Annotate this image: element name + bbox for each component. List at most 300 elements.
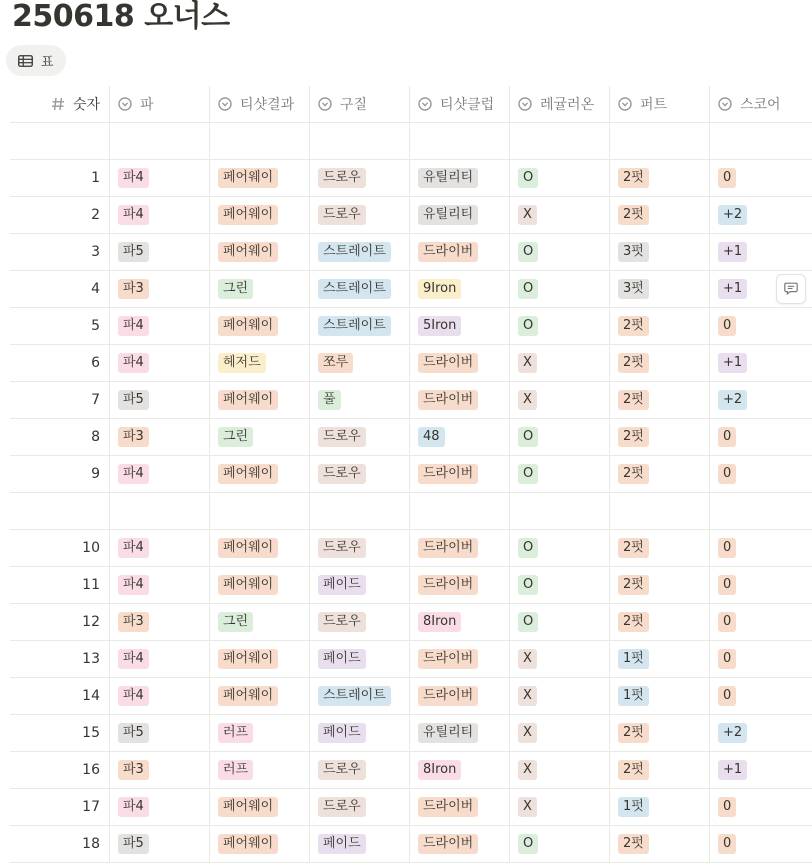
hole-number-cell[interactable]: 17 [10, 789, 110, 825]
tee-tag: 페어웨이 [218, 168, 278, 188]
par-cell[interactable] [110, 641, 210, 677]
gir-cell[interactable] [510, 123, 610, 159]
putt-cell[interactable] [610, 826, 710, 862]
club-cell[interactable] [410, 826, 510, 862]
club-cell[interactable] [410, 197, 510, 233]
column-header-4[interactable] [410, 86, 510, 122]
column-header-2[interactable] [210, 86, 310, 122]
gir-cell[interactable] [510, 419, 610, 455]
club-tag: 드라이버 [418, 834, 478, 854]
hash-icon [51, 97, 65, 111]
score-cell[interactable] [710, 308, 812, 344]
shape-tag: 페이드 [318, 649, 366, 669]
shape-cell[interactable] [310, 419, 410, 455]
table-row[interactable] [10, 530, 812, 567]
table-row[interactable] [10, 345, 812, 382]
select-property-icon [318, 97, 332, 111]
shape-cell[interactable] [310, 715, 410, 751]
tee-tag: 페어웨이 [218, 834, 278, 854]
par-cell[interactable] [110, 382, 210, 418]
score-cell[interactable] [710, 382, 812, 418]
shape-tag: 풀 [318, 390, 341, 410]
par-tag: 파4 [118, 797, 149, 817]
tee-tag: 페어웨이 [218, 686, 278, 706]
gir-tag: X [518, 723, 537, 743]
shape-tag: 드로우 [318, 760, 366, 780]
column-header-label: 스코어 [740, 97, 781, 113]
shape-cell[interactable] [310, 678, 410, 714]
hole-number-cell[interactable]: 7 [10, 382, 110, 418]
gir-cell[interactable] [510, 197, 610, 233]
gir-cell[interactable] [510, 493, 610, 529]
tee-cell[interactable] [210, 604, 310, 640]
shape-cell[interactable] [310, 197, 410, 233]
score-tag: 0 [718, 316, 736, 336]
score-tag: +1 [718, 242, 747, 262]
gir-cell[interactable] [510, 826, 610, 862]
score-tag: +1 [718, 279, 747, 299]
tee-cell[interactable] [210, 456, 310, 492]
club-cell[interactable] [410, 419, 510, 455]
tee-cell[interactable] [210, 641, 310, 677]
table-row[interactable] [10, 604, 812, 641]
shape-tag: 드로우 [318, 797, 366, 817]
putt-tag: 2펏 [618, 723, 649, 743]
tee-cell[interactable] [210, 493, 310, 529]
score-cell[interactable] [710, 493, 812, 529]
tee-cell[interactable] [210, 567, 310, 603]
gir-cell[interactable] [510, 160, 610, 196]
shape-cell[interactable] [310, 493, 410, 529]
select-property-icon [518, 97, 532, 111]
hole-number-cell[interactable] [10, 123, 110, 159]
par-cell[interactable] [110, 826, 210, 862]
tee-tag: 페어웨이 [218, 575, 278, 595]
club-tag: 9Iron [418, 279, 461, 299]
score-tag: 0 [718, 834, 736, 854]
par-cell[interactable] [110, 493, 210, 529]
putt-tag: 2펏 [618, 168, 649, 188]
putt-cell[interactable] [610, 197, 710, 233]
tee-tag: 그린 [218, 612, 253, 632]
column-header-label: 레귤러온 [540, 97, 595, 113]
score-tag: 0 [718, 538, 736, 558]
hole-number-cell[interactable]: 6 [10, 345, 110, 381]
tee-cell[interactable] [210, 123, 310, 159]
score-cell[interactable] [710, 160, 812, 196]
table-row[interactable] [10, 567, 812, 604]
column-header-1[interactable] [110, 86, 210, 122]
score-cell[interactable] [710, 456, 812, 492]
score-cell[interactable] [710, 641, 812, 677]
shape-tag: 드로우 [318, 612, 366, 632]
tee-tag: 페어웨이 [218, 316, 278, 336]
table-row[interactable] [10, 752, 812, 789]
gir-cell[interactable] [510, 345, 610, 381]
score-cell[interactable] [710, 530, 812, 566]
par-tag: 파4 [118, 538, 149, 558]
putt-tag: 2펏 [618, 353, 649, 373]
shape-cell[interactable] [310, 641, 410, 677]
putt-tag: 1펏 [618, 649, 649, 669]
shape-tag: 페이드 [318, 575, 366, 595]
select-property-icon [718, 97, 732, 111]
column-header-3[interactable] [310, 86, 410, 122]
hole-number-cell[interactable]: 4 [10, 271, 110, 307]
tee-cell[interactable] [210, 382, 310, 418]
putt-tag: 3펏 [618, 242, 649, 262]
score-cell[interactable] [710, 715, 812, 751]
club-tag: 8Iron [418, 612, 461, 632]
score-cell[interactable] [710, 604, 812, 640]
par-tag: 파4 [118, 686, 149, 706]
par-cell[interactable] [110, 678, 210, 714]
tee-cell[interactable] [210, 530, 310, 566]
shape-cell[interactable] [310, 456, 410, 492]
club-tag: 48 [418, 427, 445, 447]
table-row[interactable] [10, 382, 812, 419]
hole-number-cell[interactable]: 1 [10, 160, 110, 196]
score-tag: 0 [718, 427, 736, 447]
shape-tag: 드로우 [318, 427, 366, 447]
par-cell[interactable] [110, 567, 210, 603]
score-tag: +2 [718, 723, 747, 743]
par-cell[interactable] [110, 234, 210, 270]
table-row[interactable] [10, 160, 812, 197]
club-cell[interactable] [410, 308, 510, 344]
score-cell[interactable] [710, 789, 812, 825]
shape-cell[interactable] [310, 345, 410, 381]
par-cell[interactable] [110, 308, 210, 344]
tee-cell[interactable] [210, 234, 310, 270]
table-row[interactable] [10, 197, 812, 234]
hole-number-cell[interactable]: 13 [10, 641, 110, 677]
gir-tag: O [518, 834, 538, 854]
par-cell[interactable] [110, 752, 210, 788]
par-tag: 파4 [118, 649, 149, 669]
gir-cell[interactable] [510, 752, 610, 788]
table-row[interactable] [10, 641, 812, 678]
club-tag: 드라이버 [418, 575, 478, 595]
putt-tag: 2펏 [618, 390, 649, 410]
gir-tag: O [518, 316, 538, 336]
club-cell[interactable] [410, 123, 510, 159]
putt-tag: 2펏 [618, 834, 649, 854]
par-tag: 파5 [118, 723, 149, 743]
gir-cell[interactable] [510, 567, 610, 603]
hole-number-cell[interactable]: 8 [10, 419, 110, 455]
gir-tag: O [518, 242, 538, 262]
table-row[interactable] [10, 456, 812, 493]
par-tag: 파4 [118, 205, 149, 225]
shape-cell[interactable] [310, 160, 410, 196]
tee-tag: 페어웨이 [218, 464, 278, 484]
shape-cell[interactable] [310, 826, 410, 862]
gir-cell[interactable] [510, 678, 610, 714]
par-tag: 파3 [118, 612, 149, 632]
putt-cell[interactable] [610, 493, 710, 529]
tee-tag: 그린 [218, 279, 253, 299]
par-cell[interactable] [110, 123, 210, 159]
table-row[interactable] [10, 715, 812, 752]
club-cell[interactable] [410, 456, 510, 492]
putt-cell[interactable] [610, 160, 710, 196]
tee-cell[interactable] [210, 419, 310, 455]
gir-tag: X [518, 649, 537, 669]
club-tag: 유틸리티 [418, 723, 478, 743]
par-cell[interactable] [110, 345, 210, 381]
club-cell[interactable] [410, 752, 510, 788]
empty-row[interactable] [10, 493, 812, 530]
select-property-icon [218, 97, 232, 111]
club-cell[interactable] [410, 604, 510, 640]
putt-cell[interactable] [610, 419, 710, 455]
putt-cell[interactable] [610, 752, 710, 788]
table-body [10, 123, 812, 863]
score-tag: +2 [718, 390, 747, 410]
tee-tag: 페어웨이 [218, 205, 278, 225]
hole-number-cell[interactable]: 3 [10, 234, 110, 270]
par-tag: 파4 [118, 353, 149, 373]
putt-tag: 2펏 [618, 538, 649, 558]
shape-tag: 페이드 [318, 723, 366, 743]
gir-cell[interactable] [510, 530, 610, 566]
shape-cell[interactable] [310, 123, 410, 159]
hole-number-cell[interactable]: 15 [10, 715, 110, 751]
putt-cell[interactable] [610, 530, 710, 566]
par-tag: 파4 [118, 168, 149, 188]
score-tag: 0 [718, 612, 736, 632]
table-row[interactable] [10, 419, 812, 456]
putt-tag: 2펏 [618, 205, 649, 225]
gir-cell[interactable] [510, 271, 610, 307]
hole-number-cell[interactable]: 9 [10, 456, 110, 492]
shape-cell[interactable] [310, 271, 410, 307]
gir-tag: X [518, 797, 537, 817]
par-cell[interactable] [110, 160, 210, 196]
club-cell[interactable] [410, 345, 510, 381]
gir-tag: O [518, 538, 538, 558]
par-cell[interactable] [110, 530, 210, 566]
tee-cell[interactable] [210, 160, 310, 196]
gir-cell[interactable] [510, 641, 610, 677]
gir-cell[interactable] [510, 234, 610, 270]
tee-cell[interactable] [210, 308, 310, 344]
hole-number-cell[interactable]: 16 [10, 752, 110, 788]
club-cell[interactable] [410, 567, 510, 603]
par-cell[interactable] [110, 604, 210, 640]
putt-cell[interactable] [610, 641, 710, 677]
par-tag: 파4 [118, 575, 149, 595]
par-tag: 파5 [118, 834, 149, 854]
club-cell[interactable] [410, 493, 510, 529]
gir-cell[interactable] [510, 715, 610, 751]
column-header-label: 퍼트 [640, 97, 668, 113]
shape-tag: 스트레이트 [318, 242, 391, 262]
putt-cell[interactable] [610, 271, 710, 307]
score-cell[interactable] [710, 123, 812, 159]
shape-cell[interactable] [310, 382, 410, 418]
tee-cell[interactable] [210, 345, 310, 381]
club-tag: 드라이버 [418, 538, 478, 558]
gir-cell[interactable] [510, 308, 610, 344]
par-tag: 파3 [118, 427, 149, 447]
putt-cell[interactable] [610, 456, 710, 492]
club-cell[interactable] [410, 641, 510, 677]
table-row[interactable] [10, 234, 812, 271]
putt-cell[interactable] [610, 715, 710, 751]
view-tab-label: 표 [41, 55, 54, 70]
putt-cell[interactable] [610, 382, 710, 418]
putt-cell[interactable] [610, 604, 710, 640]
score-cell[interactable] [710, 197, 812, 233]
club-cell[interactable] [410, 715, 510, 751]
score-cell[interactable] [710, 678, 812, 714]
score-tag: 0 [718, 649, 736, 669]
hole-number-cell[interactable]: 14 [10, 678, 110, 714]
par-cell[interactable] [110, 789, 210, 825]
club-tag: 드라이버 [418, 797, 478, 817]
tee-tag: 페어웨이 [218, 242, 278, 262]
hole-number-cell[interactable]: 12 [10, 604, 110, 640]
putt-tag: 2펏 [618, 760, 649, 780]
club-tag: 드라이버 [418, 464, 478, 484]
table-row[interactable] [10, 789, 812, 826]
table-row[interactable] [10, 678, 812, 715]
par-tag: 파5 [118, 242, 149, 262]
score-tag: 0 [718, 168, 736, 188]
club-cell[interactable] [410, 271, 510, 307]
hole-number-cell[interactable]: 10 [10, 530, 110, 566]
shape-cell[interactable] [310, 604, 410, 640]
putt-tag: 2펏 [618, 612, 649, 632]
tee-cell[interactable] [210, 789, 310, 825]
tee-cell[interactable] [210, 752, 310, 788]
table-row[interactable] [10, 308, 812, 345]
putt-cell[interactable] [610, 789, 710, 825]
score-cell[interactable] [710, 567, 812, 603]
club-cell[interactable] [410, 678, 510, 714]
score-tag: 0 [718, 464, 736, 484]
tee-tag: 그린 [218, 427, 253, 447]
putt-cell[interactable] [610, 345, 710, 381]
putt-cell[interactable] [610, 567, 710, 603]
gir-cell[interactable] [510, 456, 610, 492]
putt-tag: 1펏 [618, 686, 649, 706]
par-tag: 파4 [118, 464, 149, 484]
view-tab-table[interactable] [6, 45, 66, 76]
golf-score-table [10, 86, 812, 863]
gir-cell[interactable] [510, 382, 610, 418]
par-cell[interactable] [110, 456, 210, 492]
column-header-5[interactable] [510, 86, 610, 122]
gir-tag: O [518, 279, 538, 299]
gir-tag: X [518, 390, 537, 410]
club-cell[interactable] [410, 789, 510, 825]
par-cell[interactable] [110, 197, 210, 233]
putt-cell[interactable] [610, 308, 710, 344]
tee-tag: 러프 [218, 723, 253, 743]
tee-cell[interactable] [210, 271, 310, 307]
putt-tag: 2펏 [618, 316, 649, 336]
par-cell[interactable] [110, 271, 210, 307]
putt-cell[interactable] [610, 234, 710, 270]
putt-tag: 2펏 [618, 427, 649, 447]
column-header-7[interactable] [710, 86, 812, 122]
hole-number-cell[interactable]: 5 [10, 308, 110, 344]
gir-tag: X [518, 353, 537, 373]
empty-row[interactable] [10, 123, 812, 160]
par-cell[interactable] [110, 715, 210, 751]
score-cell[interactable] [710, 234, 812, 270]
select-property-icon [618, 97, 632, 111]
score-cell[interactable] [710, 345, 812, 381]
score-tag: 0 [718, 686, 736, 706]
tee-cell[interactable] [210, 678, 310, 714]
shape-cell[interactable] [310, 308, 410, 344]
shape-tag: 드로우 [318, 538, 366, 558]
tee-tag: 페어웨이 [218, 797, 278, 817]
shape-cell[interactable] [310, 752, 410, 788]
table-row[interactable] [10, 271, 812, 308]
club-cell[interactable] [410, 382, 510, 418]
gir-tag: O [518, 464, 538, 484]
club-cell[interactable] [410, 160, 510, 196]
club-cell[interactable] [410, 530, 510, 566]
score-cell[interactable] [710, 419, 812, 455]
tee-cell[interactable] [210, 826, 310, 862]
column-header-0[interactable] [10, 86, 110, 122]
tee-tag: 페어웨이 [218, 390, 278, 410]
putt-cell[interactable] [610, 678, 710, 714]
hole-number-cell[interactable]: 11 [10, 567, 110, 603]
comment-button[interactable] [776, 274, 806, 304]
score-tag: 0 [718, 575, 736, 595]
shape-cell[interactable] [310, 567, 410, 603]
score-cell[interactable] [710, 826, 812, 862]
page-title: 250618 오너스 [12, 0, 230, 34]
club-cell[interactable] [410, 234, 510, 270]
shape-tag: 드로우 [318, 205, 366, 225]
shape-cell[interactable] [310, 789, 410, 825]
hole-number-cell[interactable] [10, 493, 110, 529]
club-tag: 8Iron [418, 760, 461, 780]
par-tag: 파5 [118, 390, 149, 410]
score-cell[interactable] [710, 752, 812, 788]
shape-tag: 스트레이트 [318, 686, 391, 706]
column-header-6[interactable] [610, 86, 710, 122]
putt-cell[interactable] [610, 123, 710, 159]
hole-number-cell[interactable]: 18 [10, 826, 110, 862]
shape-tag: 드로우 [318, 464, 366, 484]
gir-tag: X [518, 686, 537, 706]
tee-cell[interactable] [210, 197, 310, 233]
tee-cell[interactable] [210, 715, 310, 751]
gir-cell[interactable] [510, 789, 610, 825]
hole-number-cell[interactable]: 2 [10, 197, 110, 233]
score-tag: 0 [718, 797, 736, 817]
shape-cell[interactable] [310, 234, 410, 270]
club-tag: 유틸리티 [418, 168, 478, 188]
putt-tag: 2펏 [618, 575, 649, 595]
putt-tag: 2펏 [618, 464, 649, 484]
shape-cell[interactable] [310, 530, 410, 566]
shape-tag: 페이드 [318, 834, 366, 854]
table-row[interactable] [10, 826, 812, 863]
club-tag: 드라이버 [418, 390, 478, 410]
gir-cell[interactable] [510, 604, 610, 640]
par-cell[interactable] [110, 419, 210, 455]
